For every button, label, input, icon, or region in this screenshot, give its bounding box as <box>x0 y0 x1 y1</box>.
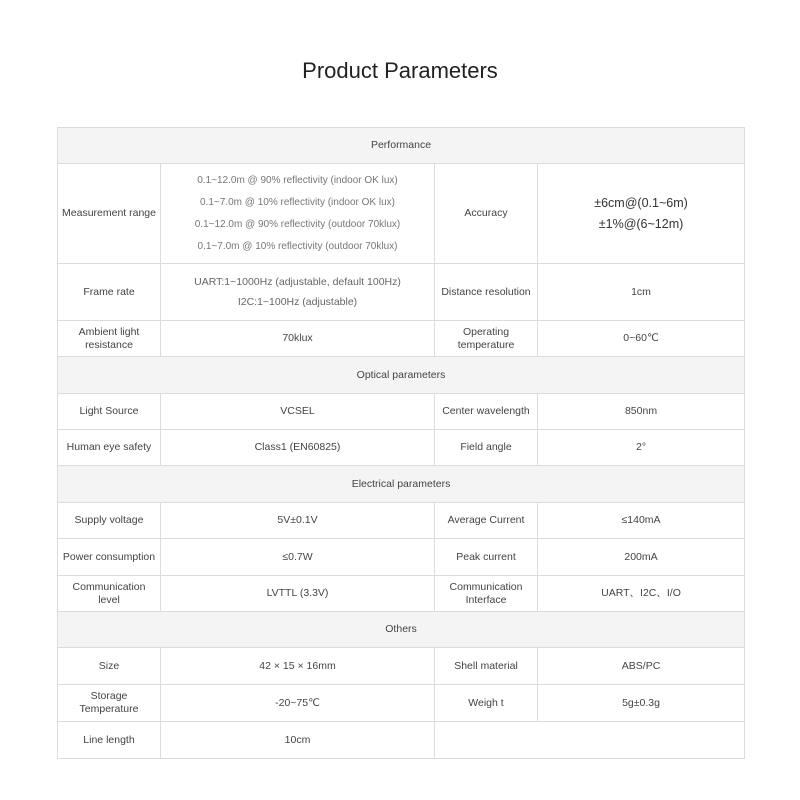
section-header-others: Others <box>58 612 745 648</box>
measurement-range-label: Measurement range <box>58 164 161 264</box>
accuracy-label: Accuracy <box>435 164 538 264</box>
measurement-range-line: 0.1~7.0m @ 10% reflectivity (indoor OK lux) <box>200 196 395 208</box>
section-row-performance <box>58 128 745 164</box>
line-length-value: 10cm <box>161 722 435 759</box>
comm-interface-value: UART、I2C、I/O <box>538 576 745 612</box>
average-current-label: Average Current <box>435 503 538 539</box>
page-title: Product Parameters <box>302 58 498 83</box>
eye-safety-label: Human eye safety <box>58 430 161 466</box>
section-row-electrical <box>58 466 745 503</box>
accuracy-line: ±6cm@(0.1~6m) <box>594 195 688 210</box>
ambient-light-value: 70klux <box>161 321 435 357</box>
frame-rate-line: I2C:1~100Hz (adjustable) <box>237 296 358 308</box>
frame-rate-value <box>161 264 435 321</box>
operating-temperature-value: 0~60℃ <box>538 321 745 357</box>
frame-rate-label: Frame rate <box>58 264 161 321</box>
distance-resolution-label: Distance resolution <box>435 264 538 321</box>
accuracy-value <box>538 164 745 264</box>
frame-rate-line: UART:1~1000Hz (adjustable, default 100Hz) <box>194 276 401 288</box>
table-row <box>58 394 745 430</box>
comm-level-label: Communication level <box>58 576 161 612</box>
parameters-table <box>57 127 745 759</box>
eye-safety-value: Class1 (EN60825) <box>161 430 435 466</box>
measurement-range-line: 0.1~7.0m @ 10% reflectivity (outdoor 70klux) <box>197 240 398 252</box>
center-wavelength-value: 850nm <box>538 394 745 430</box>
comm-level-value: LVTTL (3.3V) <box>161 576 435 612</box>
table-row <box>58 430 745 466</box>
empty-cell <box>435 722 745 759</box>
power-consumption-label: Power consumption <box>58 539 161 576</box>
table-row <box>58 321 745 357</box>
shell-material-label: Shell material <box>435 648 538 685</box>
distance-resolution-value: 1cm <box>538 264 745 321</box>
comm-interface-label: Communication Interface <box>435 576 538 612</box>
light-source-label: Light Source <box>58 394 161 430</box>
section-row-optical <box>58 357 745 394</box>
measurement-range-line: 0.1~12.0m @ 90% reflectivity (outdoor 70klux) <box>194 218 401 230</box>
weight-value: 5g±0.3g <box>538 685 745 722</box>
power-consumption-value: ≤0.7W <box>161 539 435 576</box>
field-angle-label: Field angle <box>435 430 538 466</box>
table-row <box>58 539 745 576</box>
section-header-performance: Performance <box>58 128 745 164</box>
shell-material-value: ABS/PC <box>538 648 745 685</box>
measurement-range-value <box>161 164 435 264</box>
operating-temperature-label: Operating temperature <box>435 321 538 357</box>
supply-voltage-value: 5V±0.1V <box>161 503 435 539</box>
table-row <box>58 264 745 321</box>
table-row <box>58 503 745 539</box>
table-row <box>58 722 745 759</box>
table-row <box>58 164 745 264</box>
field-angle-value: 2° <box>538 430 745 466</box>
storage-temperature-value: -20~75℃ <box>161 685 435 722</box>
size-label: Size <box>58 648 161 685</box>
light-source-value: VCSEL <box>161 394 435 430</box>
section-header-optical: Optical parameters <box>58 357 745 394</box>
measurement-range-line: 0.1~12.0m @ 90% reflectivity (indoor OK lux) <box>197 174 398 186</box>
peak-current-label: Peak current <box>435 539 538 576</box>
table-row <box>58 685 745 722</box>
section-row-others <box>58 612 745 648</box>
weight-label: Weigh t <box>435 685 538 722</box>
size-value: 42 × 15 × 16mm <box>161 648 435 685</box>
line-length-label: Line length <box>58 722 161 759</box>
accuracy-line: ±1%@(6~12m) <box>598 216 684 231</box>
center-wavelength-label: Center wavelength <box>435 394 538 430</box>
peak-current-value: 200mA <box>538 539 745 576</box>
table-row <box>58 648 745 685</box>
average-current-value: ≤140mA <box>538 503 745 539</box>
section-header-electrical: Electrical parameters <box>58 466 745 503</box>
ambient-light-label: Ambient light resistance <box>58 321 161 357</box>
table-row <box>58 576 745 612</box>
supply-voltage-label: Supply voltage <box>58 503 161 539</box>
storage-temperature-label: Storage Temperature <box>58 685 161 722</box>
